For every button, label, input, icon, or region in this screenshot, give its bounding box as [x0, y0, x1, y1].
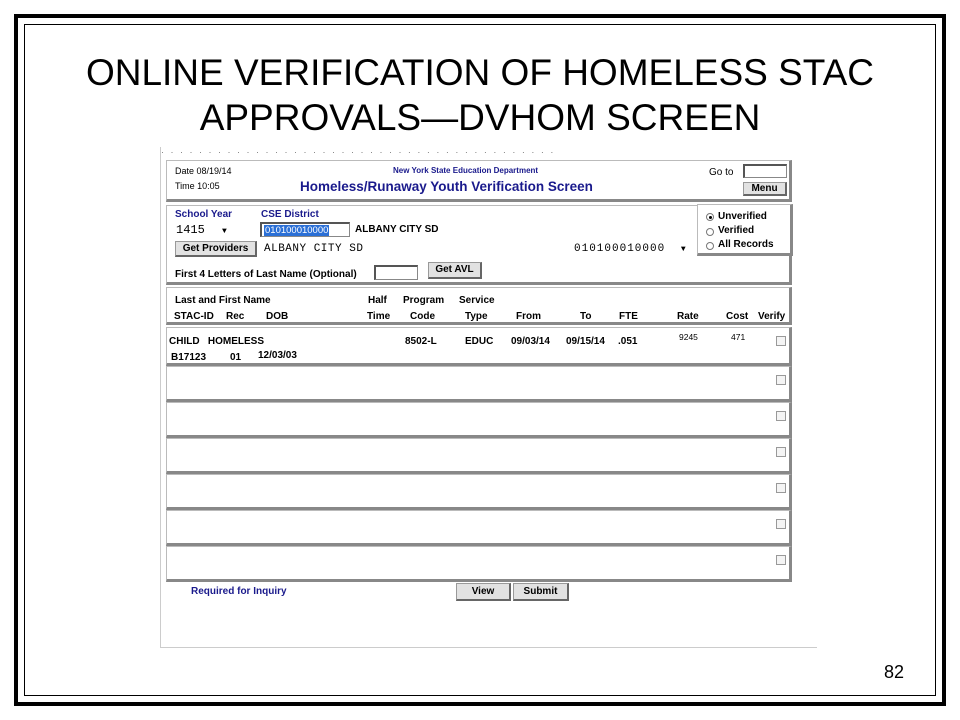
- table-row: [166, 546, 792, 582]
- last-name-label: First 4 Letters of Last Name (Optional): [175, 269, 357, 280]
- radio-verified[interactable]: [706, 228, 714, 236]
- school-year-label: School Year: [175, 209, 233, 220]
- col-header-code: Code: [410, 311, 435, 322]
- record-from: 09/03/14: [511, 336, 550, 347]
- col-header-dob: DOB: [266, 311, 289, 322]
- menu-button[interactable]: Menu: [743, 182, 787, 196]
- col-header-half: Half: [368, 295, 387, 306]
- view-button[interactable]: View: [456, 583, 511, 601]
- cropped-toolbar-strip: · · · · · · · · · · · · · · · · · · · · · · · · · · · · · · · · · · · · · · · · · ·: [161, 147, 556, 157]
- record-program-code: 8502-L: [405, 336, 437, 347]
- verify-checkbox[interactable]: [776, 375, 786, 385]
- table-row: [166, 438, 792, 474]
- col-header-rec: Rec: [226, 311, 245, 322]
- slide-title-line-2: APPROVALS—DVHOM SCREEN: [199, 97, 761, 138]
- last-name-input[interactable]: [374, 265, 418, 280]
- goto-input[interactable]: [743, 164, 787, 178]
- verify-checkbox[interactable]: [776, 483, 786, 493]
- table-row: [166, 474, 792, 510]
- radio-all-records[interactable]: [706, 242, 714, 250]
- record-stac-id: B17123: [171, 352, 207, 363]
- record-to: 09/15/14: [566, 336, 605, 347]
- col-header-cost: Cost: [726, 311, 749, 322]
- cse-district-input[interactable]: [260, 222, 350, 237]
- table-row: [166, 327, 792, 366]
- date-text: Date 08/19/14: [175, 166, 232, 176]
- verify-checkbox[interactable]: [776, 411, 786, 421]
- table-row: [166, 402, 792, 438]
- provider-select[interactable]: [574, 243, 687, 255]
- col-header-service: Service: [459, 295, 495, 306]
- school-year-select[interactable]: [176, 223, 227, 237]
- radio-unverified-label: Unverified: [718, 211, 767, 222]
- verify-checkbox[interactable]: [776, 519, 786, 529]
- col-header-to: To: [580, 311, 592, 322]
- verify-checkbox[interactable]: [776, 447, 786, 457]
- slide-page-number: 82: [883, 662, 904, 682]
- dvhom-screenshot: [160, 147, 817, 648]
- submit-button[interactable]: Submit: [513, 583, 569, 601]
- record-name: CHILD HOMELESS: [169, 336, 265, 347]
- table-row: [166, 366, 792, 402]
- col-header-time: Time: [367, 311, 391, 322]
- col-header-type: Type: [465, 311, 488, 322]
- col-header-name: Last and First Name: [175, 295, 271, 306]
- col-header-from: From: [516, 311, 541, 322]
- filter-panel: [166, 205, 792, 285]
- col-header-stac-id: STAC-ID: [174, 311, 214, 322]
- record-fte: .051: [618, 336, 638, 347]
- required-for-inquiry-note: Required for Inquiry: [191, 586, 287, 597]
- slide-title: [40, 50, 920, 140]
- screen-title: Homeless/Runaway Youth Verification Screen: [300, 179, 593, 194]
- col-header-verify: Verify: [758, 311, 786, 322]
- radio-all-records-label: All Records: [718, 239, 774, 250]
- record-service-type: EDUC: [465, 336, 494, 347]
- header-panel: [166, 160, 792, 202]
- get-avl-button[interactable]: Get AVL: [428, 262, 482, 279]
- provider-name: ALBANY CITY SD: [264, 243, 364, 255]
- school-year-value: 1415: [176, 223, 205, 237]
- chevron-down-icon: ▼: [680, 245, 687, 254]
- cse-district-name: ALBANY CITY SD: [355, 224, 439, 235]
- col-header-fte: FTE: [619, 311, 638, 322]
- col-header-program: Program: [403, 295, 445, 306]
- record-rate: 9245: [679, 332, 698, 342]
- table-header-panel: [166, 287, 792, 325]
- goto-label: Go to: [709, 167, 734, 178]
- radio-unverified[interactable]: [706, 213, 714, 221]
- chevron-down-icon: ▼: [222, 227, 227, 236]
- radio-verified-label: Verified: [718, 225, 755, 236]
- cse-district-label: CSE District: [261, 209, 319, 220]
- time-text: Time 10:05: [175, 181, 220, 191]
- provider-code: 010100010000: [574, 243, 666, 255]
- record-rec: 01: [230, 352, 242, 363]
- col-header-rate: Rate: [677, 311, 699, 322]
- verify-checkbox[interactable]: [776, 336, 786, 346]
- verify-checkbox[interactable]: [776, 555, 786, 565]
- verification-status-group: [697, 204, 793, 256]
- record-cost: 471: [731, 332, 746, 342]
- get-providers-button[interactable]: Get Providers: [175, 241, 257, 257]
- cse-district-code: 010100010000: [265, 225, 329, 236]
- record-dob: 12/03/03: [258, 350, 297, 361]
- table-row: [166, 510, 792, 546]
- slide-title-line-1: ONLINE VERIFICATION OF HOMELESS STAC: [85, 52, 875, 93]
- department-name: New York State Education Department: [393, 166, 539, 175]
